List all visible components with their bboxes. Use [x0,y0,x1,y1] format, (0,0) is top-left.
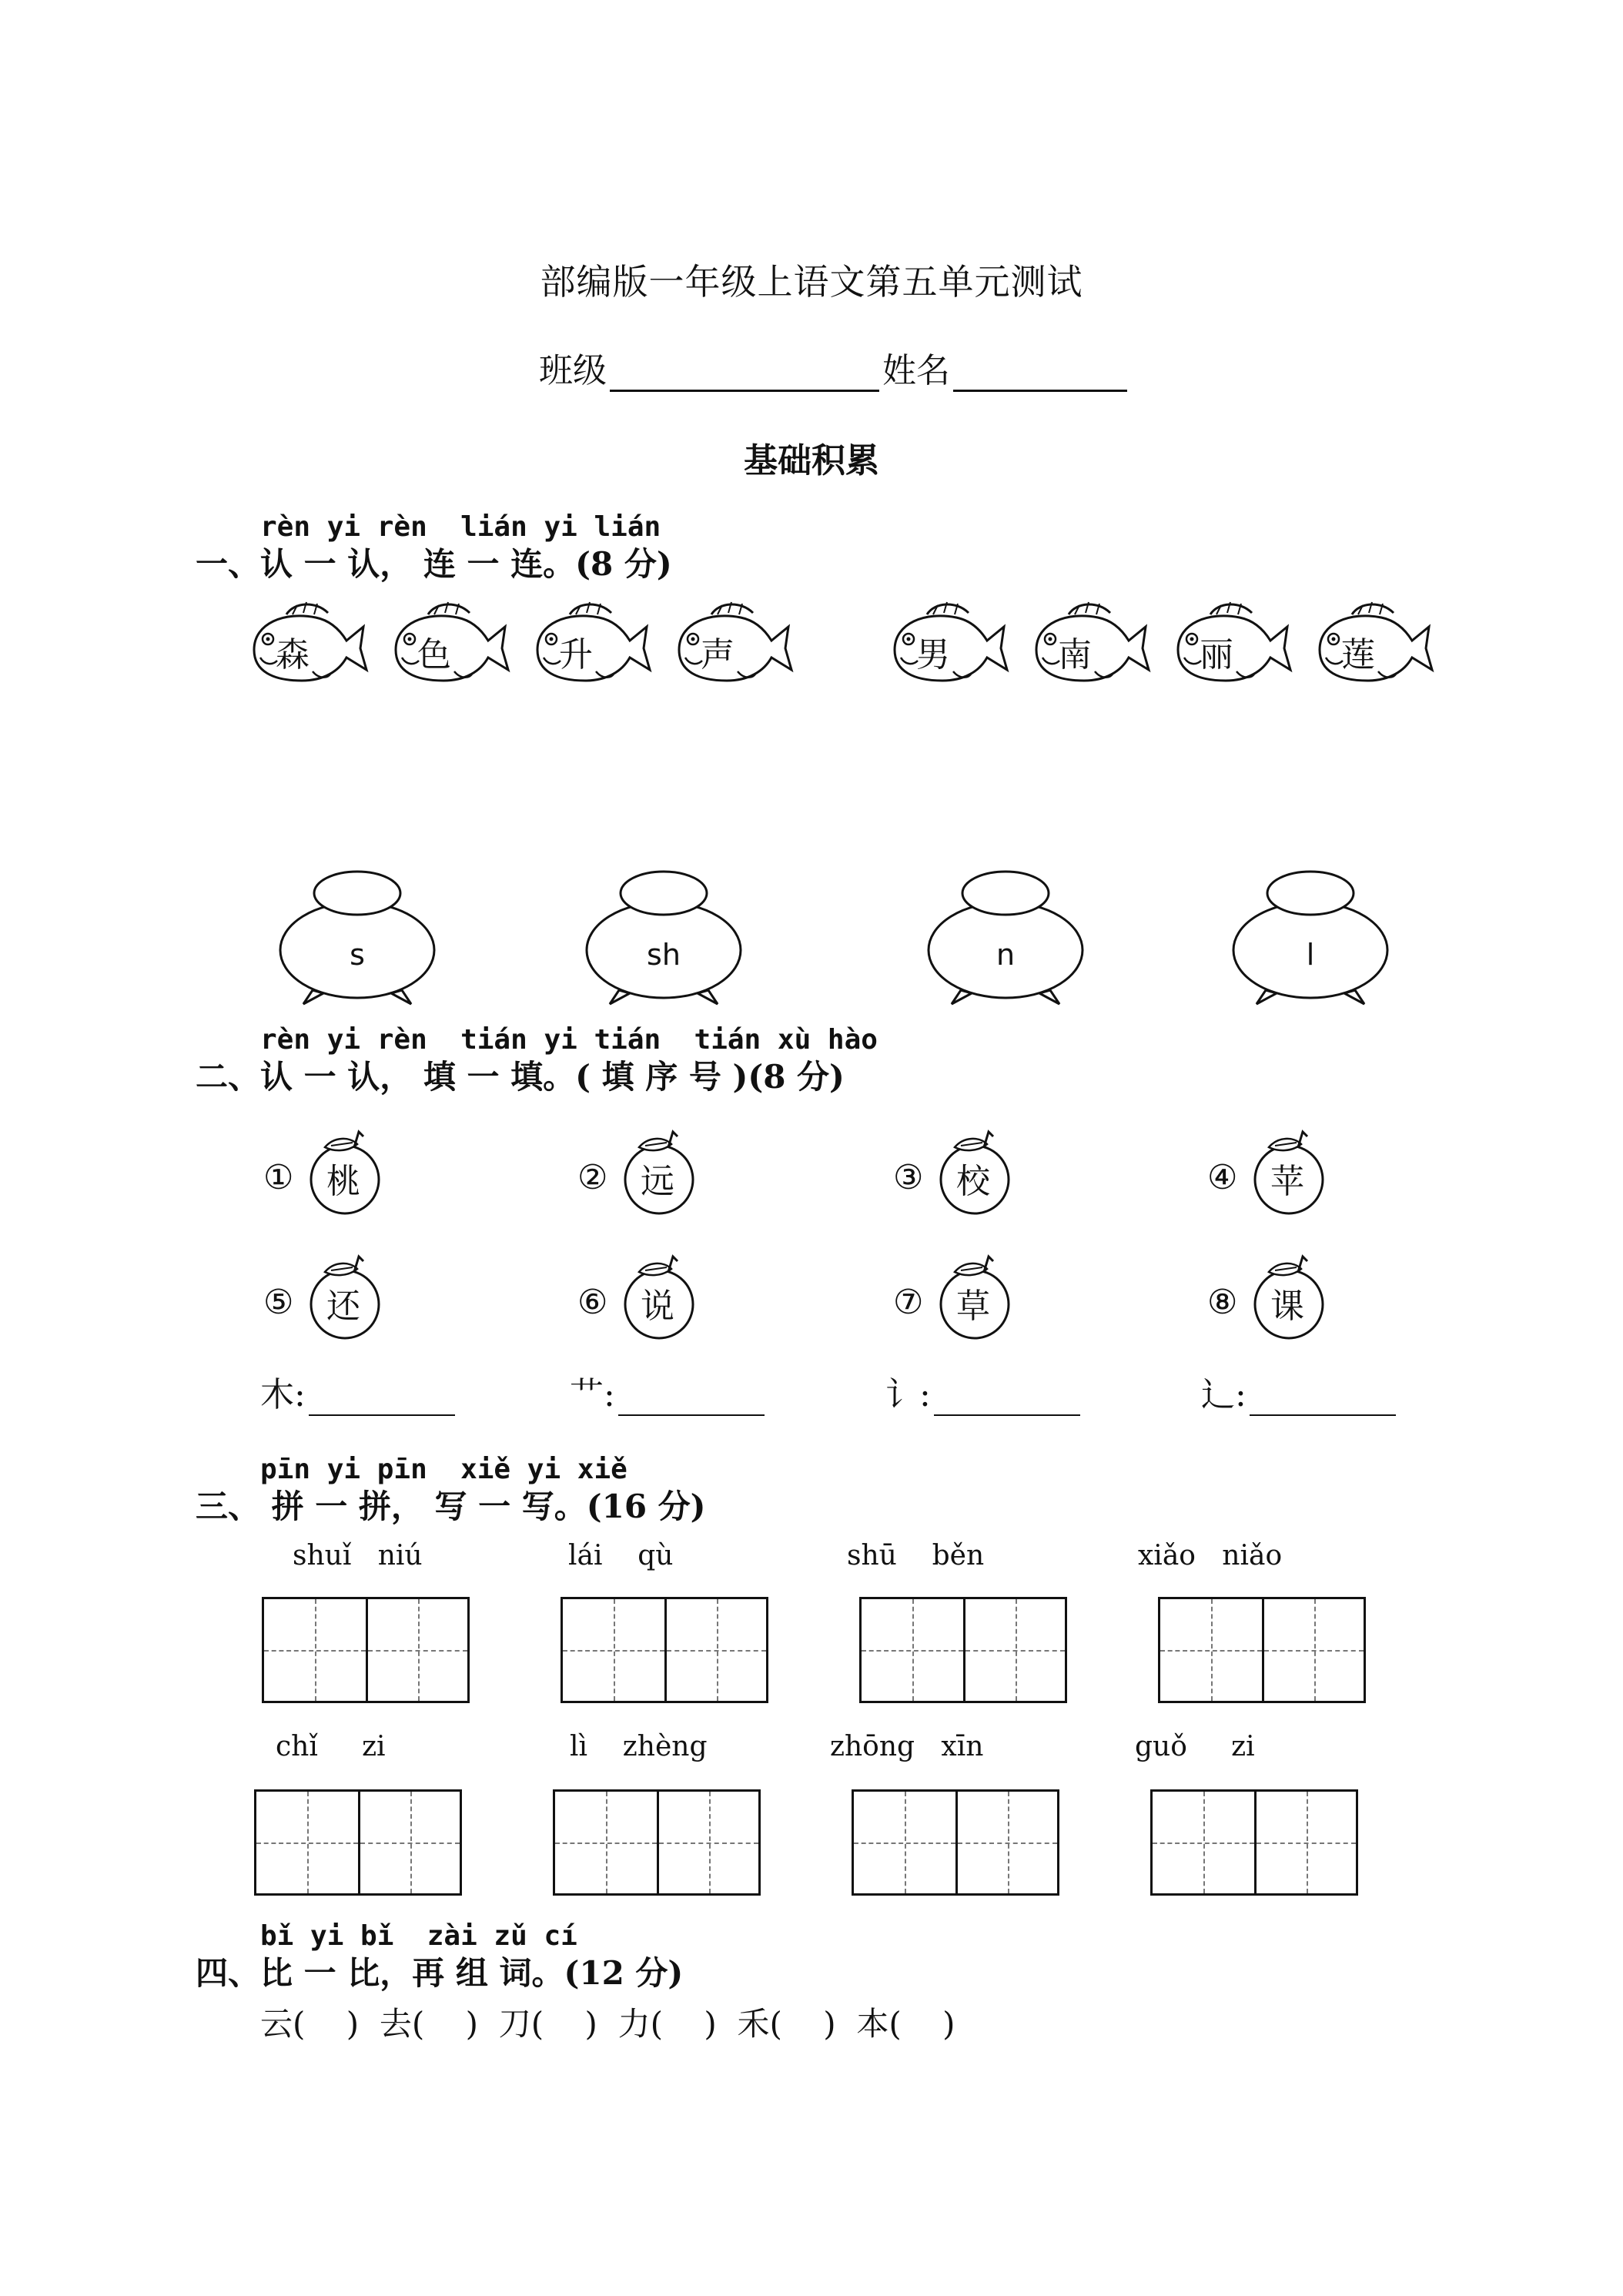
pot-icon [273,861,442,1007]
writing-grid[interactable] [262,1597,470,1703]
answer-blank[interactable] [309,1384,455,1416]
fish-card[interactable] [1304,596,1435,696]
fruit-character: 苹 [1270,1162,1304,1201]
q1-question: 一、认 一 认， 连 一 连。(8 分) [196,545,672,583]
fish-character: 声 [701,635,735,674]
fruit-item [263,1126,410,1210]
pinyin-prompt: guǒ zi [1135,1731,1255,1762]
item-number: ⑦ [893,1283,924,1322]
writing-grid[interactable] [859,1597,1067,1703]
pinyin-prompt: xiǎo niǎo [1138,1540,1283,1571]
fruit-character: 远 [641,1162,674,1201]
radical-yan-fill [885,1367,1083,1416]
item-number: ① [263,1158,294,1197]
radical-cao-fill [570,1367,768,1416]
answer-blank[interactable] [934,1384,1080,1416]
fruit-item [577,1250,724,1335]
radical-label: 讠: [885,1375,931,1414]
fish-card[interactable] [664,596,795,696]
fruit-item [1207,1250,1354,1335]
fish-character: 男 [916,635,950,674]
writing-grid[interactable] [254,1789,462,1896]
pot-card[interactable] [921,861,1090,1007]
pinyin-prompt: lái qù [568,1540,674,1571]
fruit-character: 课 [1270,1287,1304,1326]
class-name-line [539,343,1130,392]
q3-question: 三、 拼 一 拼， 写 一 写。(16 分) [196,1488,706,1525]
radical-zou-fill [1201,1367,1399,1416]
pot-icon [1226,861,1395,1007]
fruit-character: 说 [641,1287,674,1326]
writing-grid[interactable] [1158,1597,1366,1703]
q2-pinyin: rèn yi rèn tián yi tián tián xù hào [260,1024,878,1056]
fish-card[interactable] [239,596,370,696]
name-label: 姓名 [882,351,950,390]
fish-card[interactable] [1021,596,1152,696]
fish-card[interactable] [1163,596,1293,696]
fruit-item [577,1126,724,1210]
pinyin-prompt: shuǐ niú [293,1540,423,1571]
item-number: ⑧ [1207,1283,1238,1322]
fruit-character: 草 [956,1287,990,1326]
pinyin-prompt: chǐ zi [276,1731,386,1762]
fruit-character: 还 [326,1287,360,1326]
q4-pinyin: bǐ yi bǐ zài zǔ cí [260,1920,577,1952]
name-blank[interactable] [953,354,1127,392]
pot-icon [921,861,1090,1007]
page-title: 部编版一年级上语文第五单元测试 [540,261,1083,303]
pot-letter: s [350,938,365,972]
pinyin-prompt: shū běn [847,1540,985,1571]
fish-card[interactable] [522,596,653,696]
pot-icon [579,861,748,1007]
compare-words-line[interactable]: 云( ) 去( ) 刀( ) 力( ) 禾( ) 本( ) [260,2005,955,2043]
answer-blank[interactable] [618,1384,765,1416]
pot-letter: l [1306,938,1315,972]
pinyin-prompt: lì zhèng [570,1731,708,1762]
fruit-item [263,1250,410,1335]
q3-pinyin: pīn yi pīn xiě yi xiě [260,1454,627,1485]
fruit-item [1207,1126,1354,1210]
item-number: ⑥ [577,1283,608,1322]
pot-letter: n [996,938,1016,972]
class-blank[interactable] [610,354,879,392]
fish-character: 升 [559,635,593,674]
radical-label: 艹: [570,1375,615,1414]
fruit-item [893,1126,1039,1210]
radical-label: 辶: [1201,1375,1247,1414]
class-label: 班级 [539,351,607,390]
fish-character: 南 [1058,635,1092,674]
pot-card[interactable] [273,861,442,1007]
radical-mu-fill [260,1367,458,1416]
q1-pinyin: rèn yi rèn lián yi lián [260,511,661,543]
section-title: 基础积累 [744,441,879,480]
q2-question: 二、认 一 认， 填 一 填。( 填 序 号 )(8 分) [196,1058,845,1096]
item-number: ② [577,1158,608,1197]
fish-card[interactable] [380,596,511,696]
fish-card[interactable] [879,596,1010,696]
answer-blank[interactable] [1250,1384,1396,1416]
writing-grid[interactable] [852,1789,1059,1896]
fish-character: 森 [276,635,310,674]
pot-card[interactable] [579,861,748,1007]
writing-grid[interactable] [553,1789,761,1896]
fruit-character: 桃 [326,1162,360,1201]
writing-grid[interactable] [561,1597,768,1703]
fish-character: 莲 [1341,635,1375,674]
fish-character: 丽 [1200,635,1233,674]
item-number: ④ [1207,1158,1238,1197]
item-number: ③ [893,1158,924,1197]
writing-grid[interactable] [1150,1789,1358,1896]
q4-question: 四、比 一 比，再 组 词。(12 分) [196,1954,684,1992]
fruit-character: 校 [956,1162,990,1201]
fruit-item [893,1250,1039,1335]
pinyin-prompt: zhōng xīn [830,1731,984,1762]
pot-card[interactable] [1226,861,1395,1007]
fish-character: 色 [417,635,451,674]
radical-label: 木: [260,1375,306,1414]
item-number: ⑤ [263,1283,294,1322]
pot-letter: sh [647,938,681,972]
